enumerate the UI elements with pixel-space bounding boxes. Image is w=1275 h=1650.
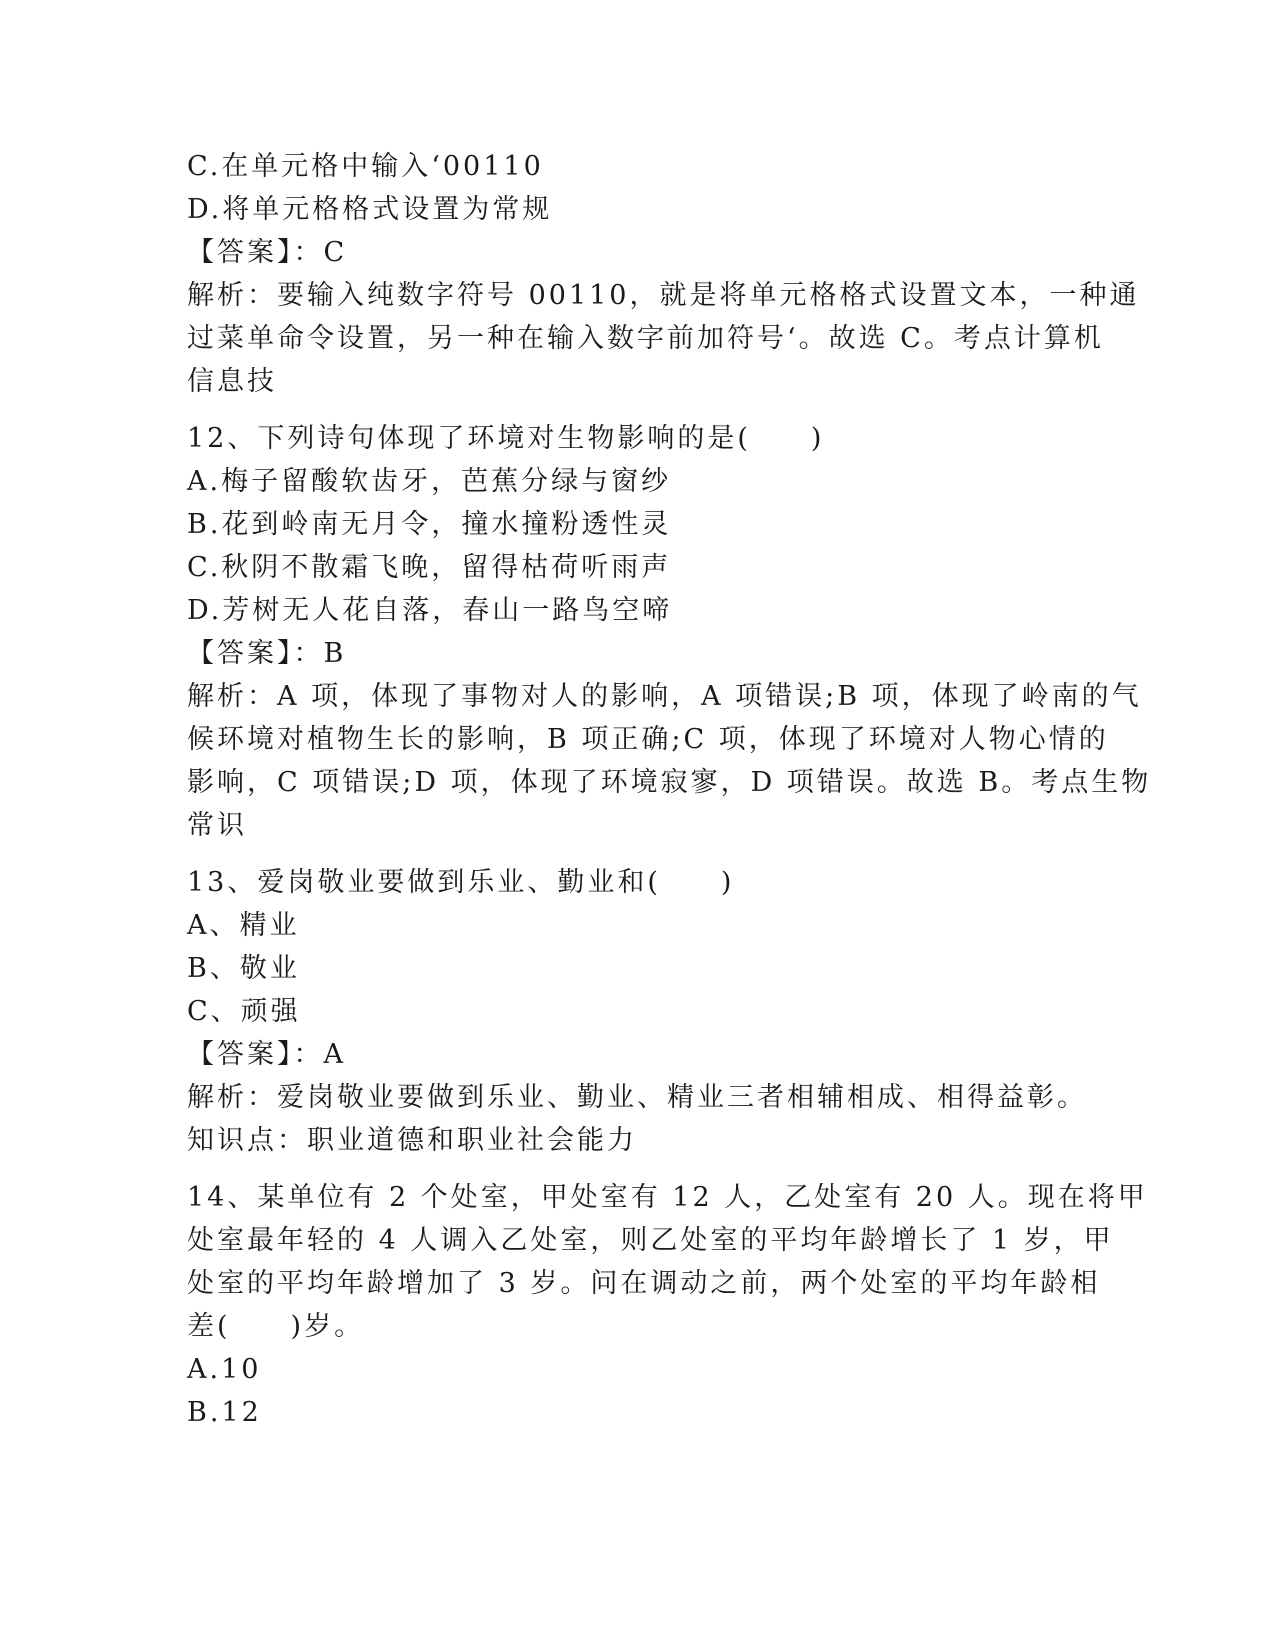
analysis-line: 常识 [187, 810, 247, 841]
question-text: 12、下列诗句体现了环境对生物影响的是( ) [187, 423, 825, 454]
option-c: C.在单元格中输入‘00110 [187, 151, 544, 182]
option-a: A.梅子留酸软齿牙，芭蕉分绿与窗纱 [187, 466, 672, 497]
analysis-line: 过菜单命令设置，另一种在输入数字前加符号‘。故选 C。考点计算机 [187, 323, 1104, 354]
analysis [187, 1076, 1087, 1162]
answer-label: 【答案】：A [187, 1039, 346, 1070]
question-text: 13、爱岗敬业要做到乐业、勤业和( ) [187, 867, 735, 898]
question-line: 处室最年轻的 4 人调入乙处室，则乙处室的平均年龄增长了 1 岁，甲 [187, 1225, 1114, 1256]
option-c: C、顽强 [187, 996, 301, 1027]
question-line: 14、某单位有 2 个处室，甲处室有 12 人，乙处室有 20 人。现在将甲 [187, 1182, 1148, 1213]
analysis-line: 候环境对植物生长的影响，B 项正确;C 项，体现了环境对人物心情的 [187, 724, 1109, 755]
analysis-line: 影响，C 项错误;D 项，体现了环境寂寥，D 项错误。故选 B。考点生物 [187, 767, 1152, 798]
question-14 [187, 1176, 1148, 1434]
question-text [187, 1176, 1148, 1348]
option-b: B.花到岭南无月令，撞水撞粉透性灵 [187, 509, 672, 540]
answer-label: 【答案】：B [187, 638, 347, 669]
analysis [187, 675, 1152, 847]
question-12 [187, 417, 1152, 847]
question-line: 差( )岁。 [187, 1311, 365, 1342]
option-a: A、精业 [187, 910, 300, 941]
spacer [187, 403, 1087, 417]
option-b: B、敬业 [187, 953, 300, 984]
analysis-line: 解析：爱岗敬业要做到乐业、勤业、精业三者相辅相成、相得益彰。 [187, 1082, 1087, 1113]
analysis [187, 274, 1140, 403]
question-line: 处室的平均年龄增加了 3 岁。问在调动之前，两个处室的平均年龄相 [187, 1268, 1101, 1299]
option-c: C.秋阴不散霜飞晚，留得枯荷听雨声 [187, 552, 672, 583]
spacer [187, 1162, 1087, 1176]
option-a: A.10 [187, 1354, 262, 1385]
option-d: D.芳树无人花自落，春山一路鸟空啼 [187, 595, 673, 626]
spacer [187, 847, 1087, 861]
option-b: B.12 [187, 1397, 262, 1428]
answer-label: 【答案】：C [187, 237, 348, 268]
analysis-line: 解析：要输入纯数字符号 00110，就是将单元格格式设置文本，一种通 [187, 280, 1140, 311]
analysis-line: 信息技 [187, 366, 277, 397]
question-11-tail [187, 145, 1140, 403]
document-page [187, 145, 1152, 1434]
option-d: D.将单元格格式设置为常规 [187, 194, 553, 225]
analysis-line: 知识点：职业道德和职业社会能力 [187, 1125, 637, 1156]
analysis-line: 解析：A 项，体现了事物对人的影响，A 项错误;B 项，体现了岭南的气 [187, 681, 1142, 712]
question-13 [187, 861, 1087, 1162]
